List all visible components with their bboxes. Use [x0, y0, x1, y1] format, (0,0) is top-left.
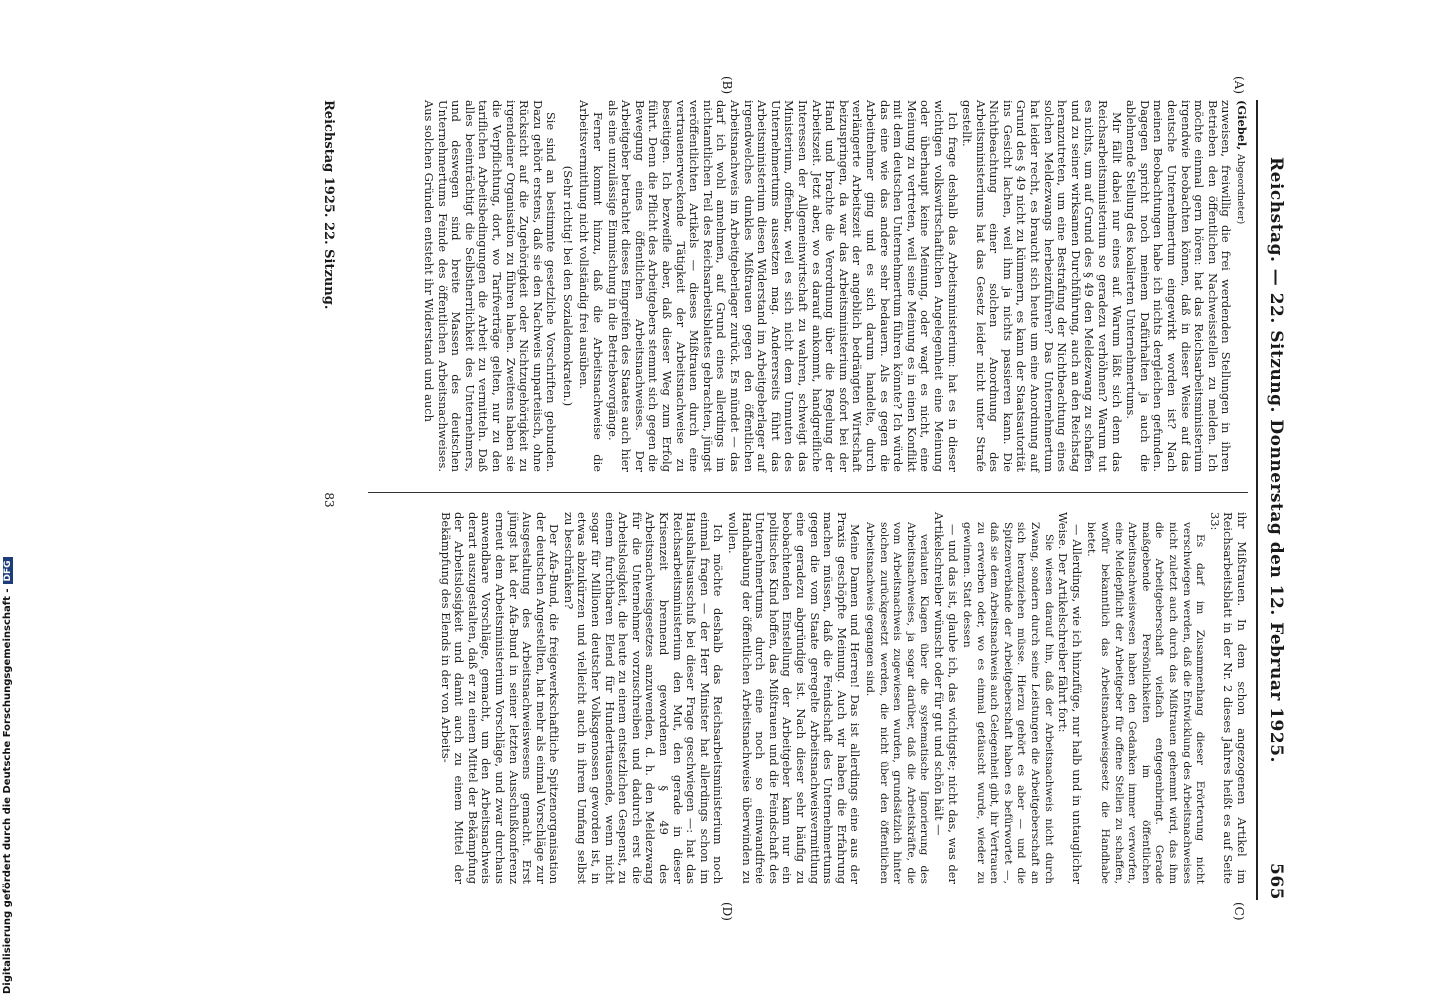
paragraph: Ferner kommt hinzu, daß die Arbeitsnachweise die Arbeitsvermittlung nicht vollständig frei ausüben.: [577, 100, 606, 472]
paragraph: Ich frage deshalb das Arbeitsministerium: hat es in dieser wichtigen volkswirtschaftlichen Angelegenheit eine Meinung oder überhaupt keine Meinung, oder wagt es nicht, eine Meinung zu vertreten, weil seine Meinung es in einen Konflikt mit dem deutschen Unternehmertum führen könnte? Ich würde das eine wie das andere sehr bedauern. Als es gegen die Arbeitnehmer ging und es sich darum handelte, durch verlängerte Arbeitszeit der angeblich bedrängten Wirtschaft beizuspringen, da war das Arbeitsministerium sofort bei der Hand und brachte die Verordnung über die Regelung der Arbeitszeit. Jetzt aber, wo es darauf ankommt, handgreifliche Interessen der Allgemeinwirtschaft zu wahren, schweigt das Ministerium, offenbar, weil es sich nicht dem Unmuten des Unternehmertums aussetzen mag. Andererseits führt das Arbeitsministerium diesen Widerstand im Arbeitgeberlager auf irgendwelches dunkles Mißtrauen gegen den öffentlichen Arbeitsnachweis im Arbeitgeberlager zurück. Es mündet — das darf ich wohl annehmen, auf Grund eines allerdings im nichtamtlichen Teil des Reichsarbeitsblattes gebrachten, jüngst veröffentlichten Artikels — dieses Mißtrauen durch eine vertrauenerweckende Tätigkeit der Arbeitsnachweise zu beseitigen. Ich bezweifle aber, daß dieser Weg zum Erfolg führt. Denn die Pflicht des Arbeitgebers stemmt sich gegen die Bewegung eines öffentlichen Arbeitsnachweises. Der Arbeitgeber betrachtet dieses Eingreifen des Staates auch hier als eine unzulässige Einmischung in die Betriebsvorgänge.: [605, 100, 960, 472]
paragraph: — Allerdings, wie ich hinzufüge, nur halb und in untauglicher Weise. Der Artikelschreiber fährt fort:: [1056, 512, 1084, 884]
credit-text: Digitalisierung gefördert durch die Deutsche Forschungsgemeinschaft -: [2, 588, 13, 994]
margin-mark-b: (B): [720, 76, 734, 95]
quotation: Sie wiesen darauf hin, daß der Arbeitsnachweis nicht durch Zwang, sondern durch seine Leistungen die Arbeitgeberschaft an sich heranziehen müsse. Hierzu gehört es aber — und die Spitzenverbände der Arbeitgeberschaft haben es befürwortet —, daß sie dem Arbeitsnachweis auch Gelegenheit gibt, ihr Vertrauen zu erwerben oder, wo es einmal getäuscht wurde, wieder zu gewinnen. Statt dessen: [961, 522, 1055, 884]
margin-mark-c: (C): [1232, 902, 1246, 921]
margin-mark-a: (A): [1232, 76, 1246, 95]
header-rule: [1256, 100, 1258, 900]
paragraph: zuweisen, freiwillig die frei werdenden Stellungen in ihren Betrieben den öffentlichen Nachweisstellen zu melden. Ich möchte einmal gern hören: hat das Reichsarbeitsministerium irgendwie beobachten können, daß in dieser Weise auf das deutsche Unternehmertum eingewirkt worden ist? Nach meinen Beobachtungen habe ich nichts dergleichen gefunden. Dagegen spricht noch meinem Dafürhalten ja auch die ablehnende Stellung des koalierten Unternehmertums.: [1124, 100, 1234, 472]
paragraph: Sie sind an bestimmte gesetzliche Vorschriften gebunden. Dazu gehört erstens, daß sie den Nachweis unparteiisch, ohne Rücksicht auf die Zugehörigkeit oder Nichtzugehörigkeit zu irgendeiner Organisation zu führen haben. Zweitens haben sie die Verpflichtung, dort, wo Tarifverträge gelten, nur zu den tariflichen Arbeitsbedingungen die Arbeit zu vermitteln. Daß alles beeinträchtigt die Selbstherrlichkeit des Unternehmers, und deswegen sind breite Massen des deutschen Unternehmertums Feinde des öffentlichen Arbeitsnachweises. Aus solchen Gründen entsteht ihr Widerstand und auch: [421, 100, 559, 472]
paragraph: — und das ist, glaube ich, das wichtigste; nicht das, was der Artikelschreiber wünscht oder für gut und schön hält —: [931, 512, 960, 884]
digitization-credit: [2, 14, 16, 994]
header-title: Reichstag. — 22. Sitzung. Donnerstag den 12. Februar 1925.: [1266, 157, 1286, 763]
margin-mark-d: (D): [720, 902, 734, 921]
speaker-line: [1233, 100, 1248, 472]
page-number: 565: [1266, 863, 1286, 900]
quotation: Es darf im Zusammenhang dieser Erörterung nicht verschwiegen werden, daß die Entwicklung des Arbeitsnachweises nicht zuletzt auch durch das Mißtrauen gehemmt wird, das ihm die Arbeitgeberschaft vielfach entgegenbringt. Gerade maßgebende Persönlichkeiten im öffentlichen Arbeitsnachweiswesen haben den Gedanken immer verworfen, eine Meldepflicht der Arbeitgeber für offene Stellen zu schaffen, wofür bekanntlich das Arbeitsnachweisgesetz die Handhabe bietet.: [1085, 522, 1207, 884]
left-column: [420, 100, 1248, 472]
page-header: [1260, 100, 1286, 900]
column-divider: [368, 492, 1248, 493]
footer-left: Reichstag 1925. 22. Sitzung.: [321, 100, 336, 310]
speaker-name: (Giebel,: [1235, 100, 1249, 151]
paragraph: Meine Damen und Herren! Das ist allerdings eine aus der Praxis geschöpfte Meinung. Auch wir haben die Erfahrung machen müssen, daß die Feindschaft des Unternehmertums gegen die vom Staate geregelte Arbeitsnachweisvermittlung eine geradezu abgründige ist. Nach dieser sehr häufig zu beobachtenden Einstellung der Arbeitgeber kann nur ein politisches Kind hoffen, das Mißtrauen und die Feindschaft des Unternehmertums durch eine noch so einwandfreie Handhabung der öffentlichen Arbeitsnachweise überwinden zu wollen.: [726, 512, 863, 884]
paragraph: Mir fällt dabei nur eines auf. Warum läßt sich denn das Reichsarbeitsministerium so geradezu verhöhnen? Warum tut es nichts, um auf Grund des § 49 den Meldezwang zu schaffen und zu seiner wirksamen Durchführung, auch an den Reichstag heranzutreten, um eine Bestrafung der Nichtbeachtung eines solchen Meldezwangs herbeizuführen? Das Unternehmertum hat leider recht, es braucht sich heute um eine Anordnung auf Grund des § 49 nicht zu kümmern, es kann der Staatsautorität ins Gesicht lachen, weil ihm ja nichts passieren kann. Die Nichtbeachtung einer solchen Anordnung des Arbeitsministeriums hat das Gesetz leider nicht unter Strafe gestellt.: [960, 100, 1124, 472]
paragraph: Ich möchte deshalb das Reichsarbeitsministerium noch einmal fragen — der Herr Minister hat allerdings schon im Haushaltsausschuß bei dieser Frage geschwiegen —: hat das Reichsarbeitsministerium den Mut, den gerade in dieser Krisenzeit brennend gewordenen § 49 des Arbeitsnachweisgesetzes anzuwenden, d. h. den Meldezwang für die Unternehmer vorzuschreiben und dadurch erst die Arbeitslosigkeit, die heute zu einem entsetzlichen Gespenst, zu einem furchtbaren Elend für Hunderttausende, wenn nicht sogar für Millionen deutscher Volksgenossen geworden ist, in etwas abzukürzen und vielleicht auch in ihrem Umfang selbst zu beschränken?: [561, 512, 726, 884]
quotation: verlauten Klagen über die systematische Ignorierung des Arbeitsnachweises, ja sogar darüber, daß die Arbeitskräfte, die vom Arbeitsnachweis zugewiesen wurden, grundsätzlich hinter solchen zurückgesetzt werden, die nicht über den öffentlichen Arbeitsnachweis gegangen sind.: [863, 522, 931, 884]
dfg-logo: DFG: [3, 557, 13, 584]
page-signature: 83: [322, 492, 336, 508]
interjection: (Sehr richtig! bei den Sozialdemokraten.): [560, 165, 575, 407]
paragraph: ihr Mißtrauen. In dem schon angezogenen Artikel im Reichsarbeitsblatt in der Nr. 2 dieses Jahres heißt es auf Seite 33:: [1207, 512, 1249, 884]
right-column: [437, 512, 1248, 884]
paragraph: Der Afa-Bund, die freigewerkschaftliche Spitzenorganisation der deutschen Angestellten, hat mehr als einmal Vorschläge zur Ausgestaltung des Arbeitsnachweiswesens gemacht. Erst jüngst hat der Afa-Bund in seiner letzten Ausschußkonferenz erneut dem Arbeitsministerium Vorschläge, und zwar durchaus anwendbare Vorschläge, gemacht, um den Arbeitsnachweis derart auszugestalten, daß er zu einem Mittel der Bekämpfung der Arbeitslosigkeit und damit auch zu einem Mittel der Bekämpfung des Elends in der von Arbeits-: [438, 512, 562, 884]
speaker-role: Abgeordneter): [1235, 153, 1246, 225]
